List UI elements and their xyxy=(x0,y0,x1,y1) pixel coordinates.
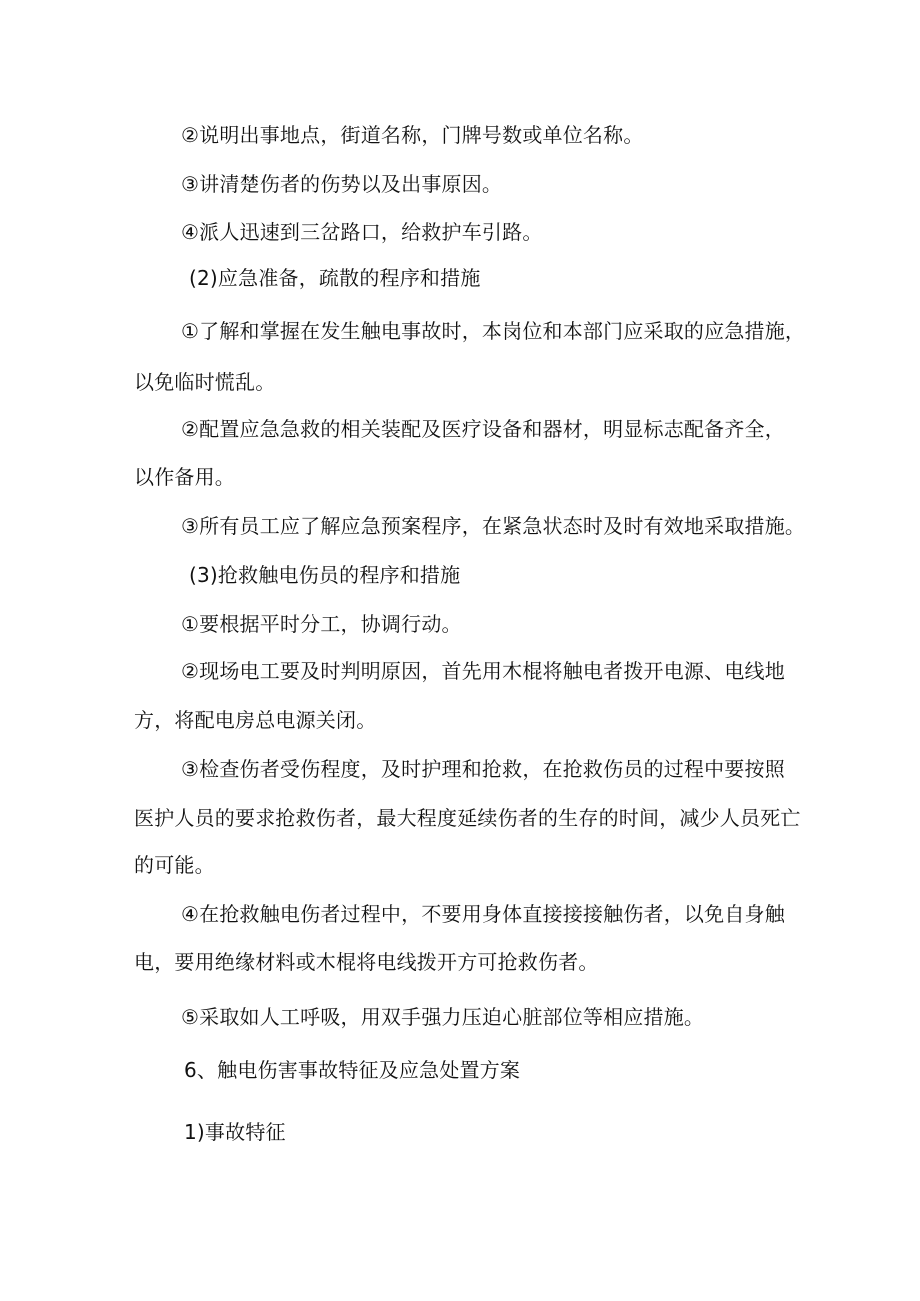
paragraph-line: 以作备用。 xyxy=(134,465,235,489)
paragraph-line: ⑤采取如人工呼吸，用双手强力压迫心脏部位等相应措施。 xyxy=(181,1005,705,1029)
paragraph-line: 以免临时慌乱。 xyxy=(134,370,276,394)
paragraph-line: 的可能。 xyxy=(134,853,215,877)
paragraph-line: ②现场电工要及时判明原因，首先用木棍将触电者拨开电源、电线地 xyxy=(181,659,785,683)
paragraph-line: 电，要用绝缘材料或木棍将电线拨开方可抢救伤者。 xyxy=(134,950,599,974)
paragraph-line: ①了解和掌握在发生触电事故时，本岗位和本部门应采取的应急措施， xyxy=(181,319,806,343)
paragraph-line: ④在抢救触电伤者过程中，不要用身体直接接接触伤者，以免自身触 xyxy=(181,902,785,926)
paragraph-line: ①要根据平时分工，协调行动。 xyxy=(181,612,462,636)
paragraph-line: ②配置应急急救的相关装配及医疗设备和器材，明显标志配备齐全， xyxy=(181,417,785,441)
subsection-heading: 1)事故特征 xyxy=(184,1120,286,1144)
paragraph-line: ②说明出事地点，街道名称，门牌号数或单位名称。 xyxy=(181,123,644,147)
subsection-heading: (2)应急准备，疏散的程序和措施 xyxy=(189,266,481,290)
subsection-heading: (3)抢救触电伤员的程序和措施 xyxy=(189,563,461,587)
paragraph-line: 方，将配电房总电源关闭。 xyxy=(134,708,377,732)
paragraph-line: ④派人迅速到三岔路口，给救护车引路。 xyxy=(181,220,543,244)
paragraph-line: ③检查伤者受伤程度，及时护理和抢救，在抢救伤员的过程中要按照 xyxy=(181,757,785,781)
paragraph-line: ③所有员工应了解应急预案程序，在紧急状态时及时有效地采取措施。 xyxy=(181,514,806,538)
paragraph-line: 医护人员的要求抢救伤者，最大程度延续伤者的生存的时间，减少人员死亡 xyxy=(134,806,801,830)
section-heading: 6、触电伤害事故特征及应急处置方案 xyxy=(184,1058,521,1082)
paragraph-line: ③讲清楚伤者的伤势以及出事原因。 xyxy=(181,172,503,196)
